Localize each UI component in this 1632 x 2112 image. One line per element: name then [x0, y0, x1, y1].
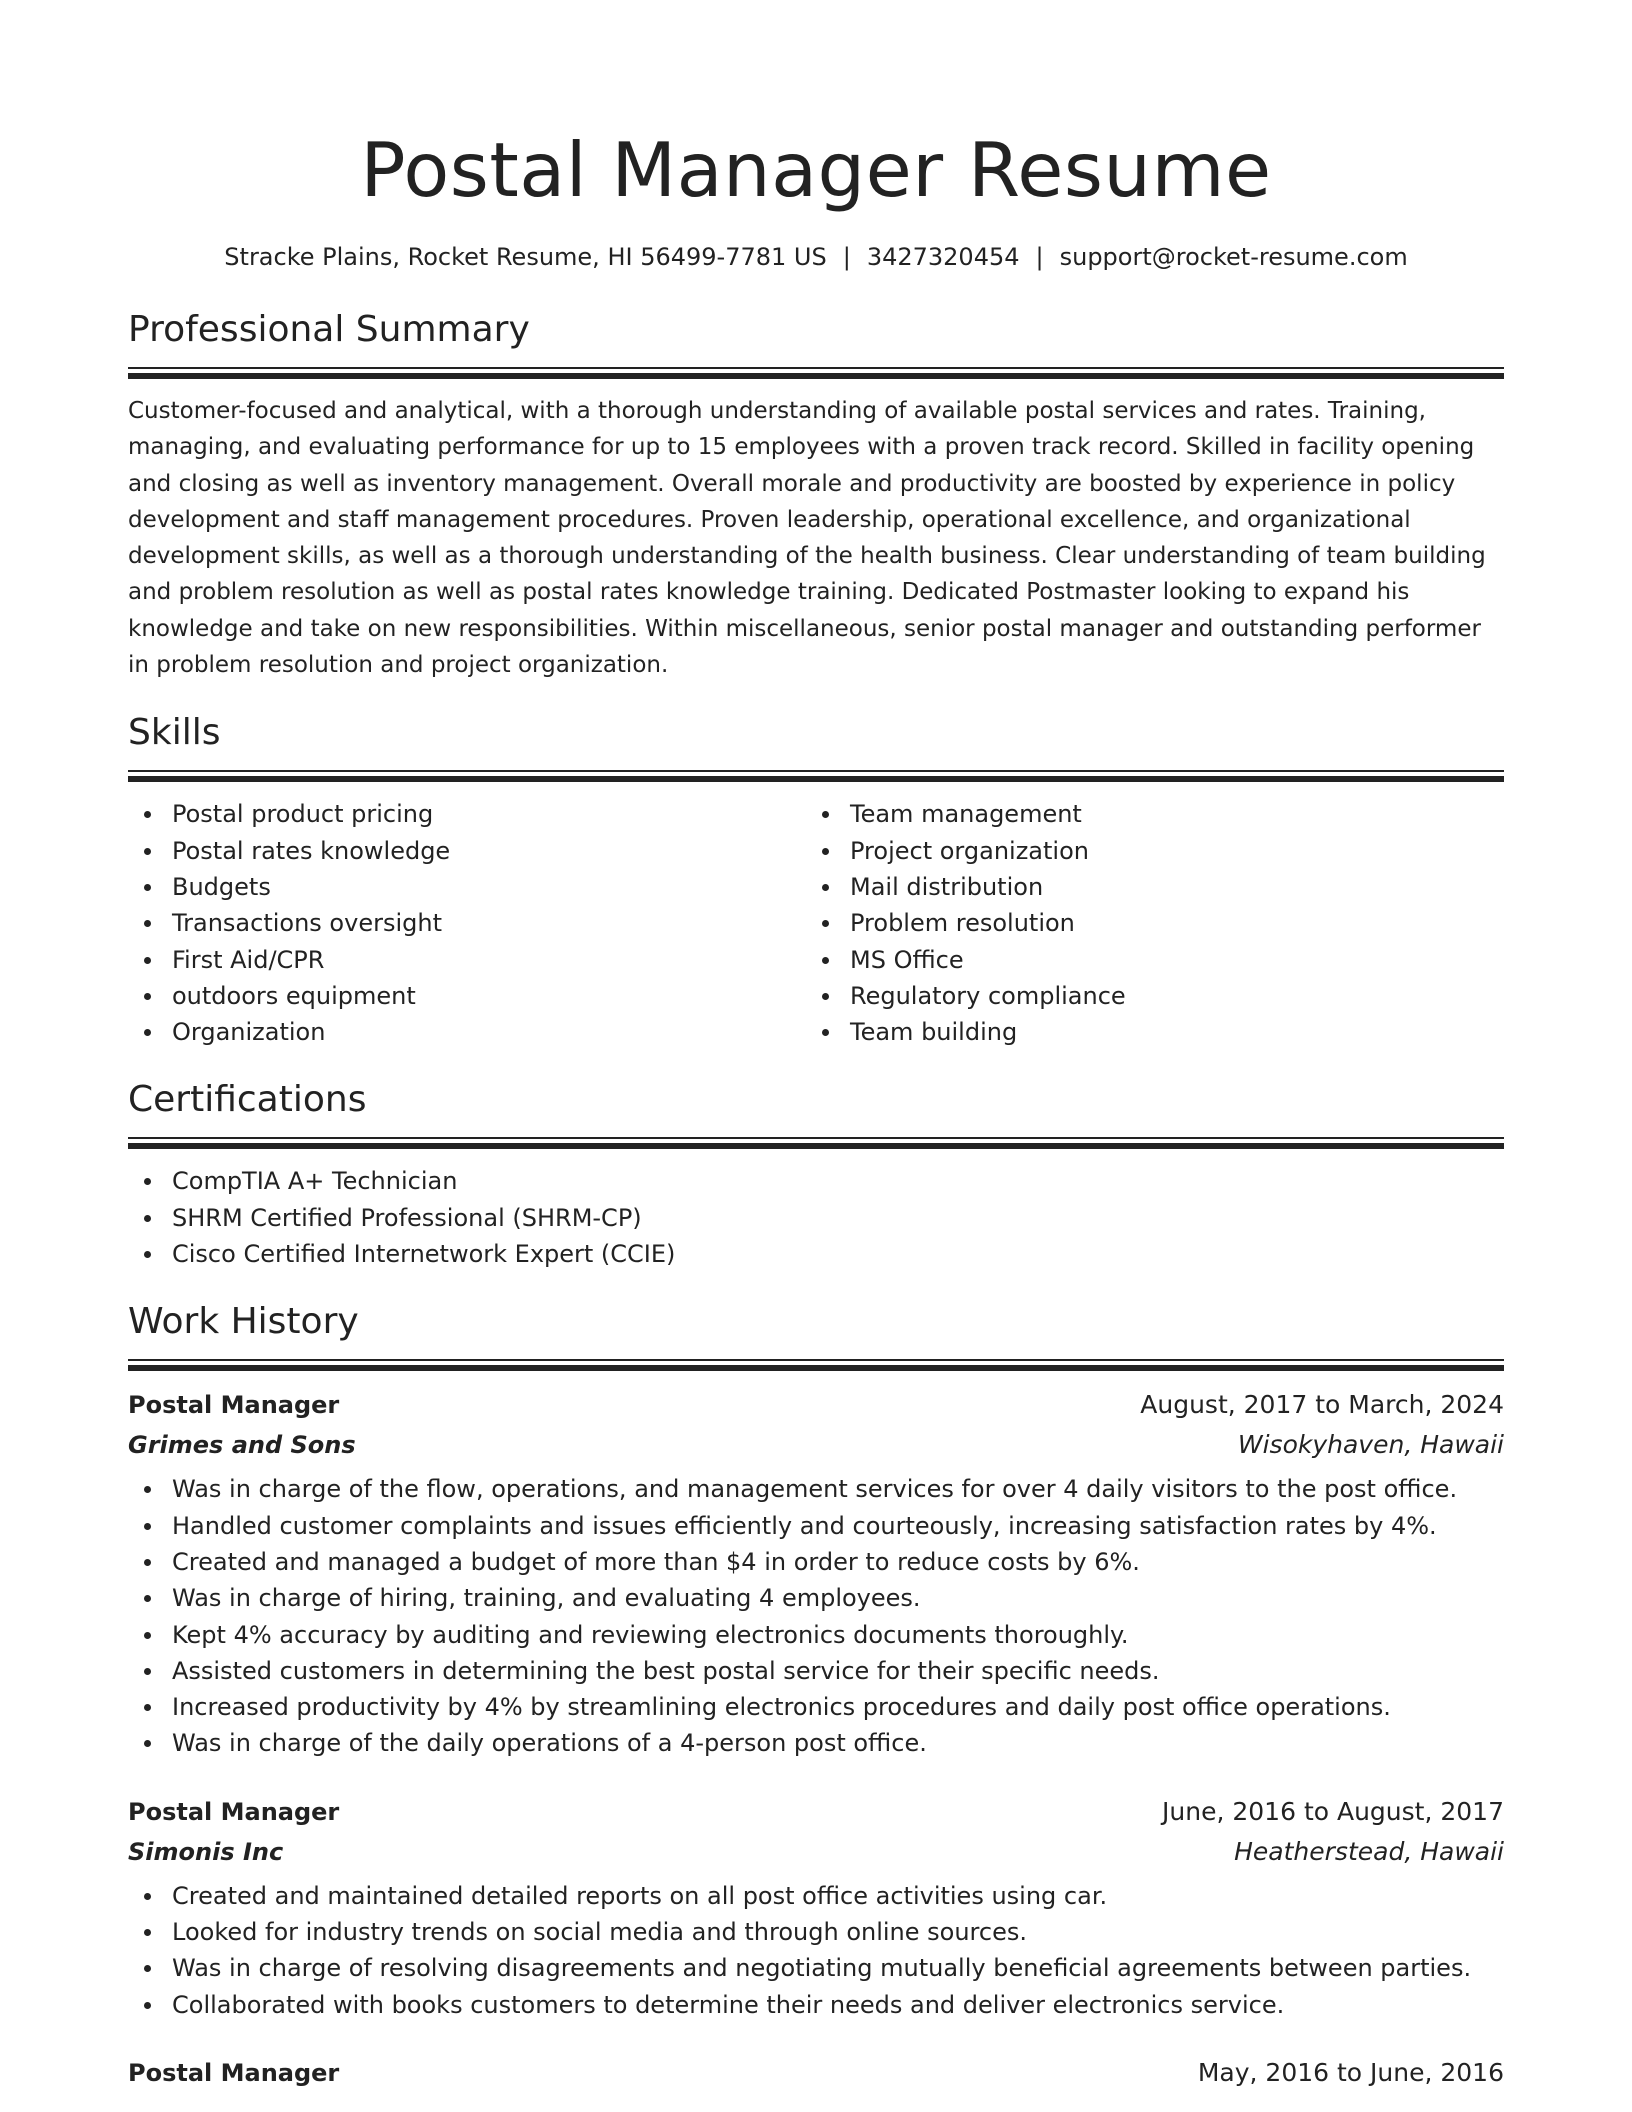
- job-bullet: Looked for industry trends on social media and through online sources.: [128, 1914, 1504, 1950]
- certification-item: CompTIA A+ Technician: [128, 1163, 1504, 1199]
- contact-phone: 3427320454: [866, 243, 1020, 271]
- summary-text: Customer-focused and analytical, with a thorough understanding of available postal services and rates. Training, managing, and evaluating performance for up to 15 employees with a proven track record. Skilled in facility opening and closing as well as inventory management. Overall morale and productivity are boosted by experience in policy development and staff management procedures. Proven leadership, operational excellence, and organizational development skills, as well as a thorough understanding of the health business. Clear understanding of team building and problem resolution as well as postal rates knowledge training. Dedicated Postmaster looking to expand his knowledge and take on new responsibilities. Within miscellaneous, senior postal manager and outstanding performer in problem resolution and project organization.: [128, 398, 1486, 679]
- certifications-section: [128, 1078, 1504, 1272]
- page-title: Postal Manager Resume: [360, 126, 1272, 214]
- contact-address: Stracke Plains, Rocket Resume, HI 56499-7781 US: [224, 243, 827, 271]
- contact-separator: |: [1035, 243, 1044, 271]
- certifications-list: [128, 1163, 1504, 1272]
- contact-separator: |: [842, 243, 851, 271]
- job-bullet: Created and managed a budget of more than $4 in order to reduce costs by 6%.: [128, 1544, 1504, 1580]
- section-divider: [128, 367, 1504, 379]
- summary-heading: Professional Summary: [128, 309, 530, 350]
- section-divider: [128, 1359, 1504, 1371]
- job-header: [128, 2053, 1504, 2093]
- job-header: [128, 1385, 1504, 1425]
- job-title: Postal Manager: [128, 2058, 340, 2087]
- job-bullet: Was in charge of the daily operations of a 4-person post office.: [128, 1725, 1504, 1761]
- skill-item: Regulatory compliance: [806, 978, 1484, 1014]
- job-dates: June, 2016 to August, 2017: [1162, 1796, 1504, 1826]
- skill-item: Organization: [128, 1014, 806, 1050]
- job-bullet: Was in charge of resolving disagreements and negotiating mutually beneficial agreements between parties.: [128, 1950, 1504, 1986]
- skill-item: First Aid/CPR: [128, 942, 806, 978]
- job-dates: May, 2016 to June, 2016: [1197, 2057, 1504, 2087]
- job-location: Heatherstead, Hawaii: [1234, 1836, 1504, 1866]
- job-entry: [128, 2053, 1504, 2093]
- skills-section: [128, 711, 1504, 1050]
- job-company: Simonis Inc: [128, 1837, 284, 1866]
- job-bullet: Collaborated with books customers to determine their needs and deliver electronics service.: [128, 1987, 1504, 2023]
- certification-item: SHRM Certified Professional (SHRM-CP): [128, 1200, 1504, 1236]
- job-subheader: [128, 1425, 1504, 1465]
- skills-heading: Skills: [128, 712, 221, 754]
- certifications-heading: Certifications: [128, 1079, 367, 1121]
- skill-item: Mail distribution: [806, 869, 1484, 905]
- contact-email: support@rocket-resume.com: [1059, 243, 1408, 271]
- job-bullet: Created and maintained detailed reports on all post office activities using car.: [128, 1878, 1504, 1914]
- contact-line: [128, 240, 1504, 274]
- job-bullet: Kept 4% accuracy by auditing and reviewing electronics documents thoroughly.: [128, 1617, 1504, 1653]
- work-history-heading: Work History: [128, 1301, 359, 1343]
- job-subheader: [128, 1832, 1504, 1872]
- job-bullet: Assisted customers in determining the best postal service for their specific needs.: [128, 1653, 1504, 1689]
- skills-left-column: [128, 796, 806, 1050]
- job-bullet: Was in charge of the flow, operations, and management services for over 4 daily visitors to the post office.: [128, 1471, 1504, 1507]
- job-entry: [128, 1792, 1504, 2023]
- summary-section: [128, 308, 1504, 683]
- skills-right-column: [806, 796, 1484, 1050]
- skill-item: MS Office: [806, 942, 1484, 978]
- job-entry: [128, 1385, 1504, 1761]
- skill-item: Postal rates knowledge: [128, 833, 806, 869]
- job-location: Wisokyhaven, Hawaii: [1237, 1430, 1504, 1460]
- job-bullets: [128, 1471, 1504, 1761]
- job-title: Postal Manager: [128, 1797, 340, 1826]
- skill-item: Budgets: [128, 869, 806, 905]
- skill-item: Team management: [806, 796, 1484, 832]
- skill-item: Project organization: [806, 833, 1484, 869]
- job-bullet: Was in charge of hiring, training, and evaluating 4 employees.: [128, 1580, 1504, 1616]
- job-title: Postal Manager: [128, 1391, 340, 1420]
- job-header: [128, 1792, 1504, 1832]
- work-history-section: [128, 1300, 1504, 2093]
- certification-item: Cisco Certified Internetwork Expert (CCIE): [128, 1236, 1504, 1272]
- section-divider: [128, 770, 1504, 782]
- skill-item: Team building: [806, 1014, 1484, 1050]
- job-bullets: [128, 1878, 1504, 2023]
- job-company: Grimes and Sons: [128, 1431, 356, 1460]
- skill-item: Transactions oversight: [128, 905, 806, 941]
- resume-content: [128, 0, 1504, 2093]
- skill-item: Postal product pricing: [128, 796, 806, 832]
- skill-item: Problem resolution: [806, 905, 1484, 941]
- job-dates: August, 2017 to March, 2024: [1140, 1390, 1504, 1420]
- job-bullet: Increased productivity by 4% by streamlining electronics procedures and daily post office operations.: [128, 1689, 1504, 1725]
- job-bullet: Handled customer complaints and issues efficiently and courteously, increasing satisfaction rates by 4%.: [128, 1508, 1504, 1544]
- skills-list: [128, 796, 1504, 1050]
- skill-item: outdoors equipment: [128, 978, 806, 1014]
- section-divider: [128, 1137, 1504, 1149]
